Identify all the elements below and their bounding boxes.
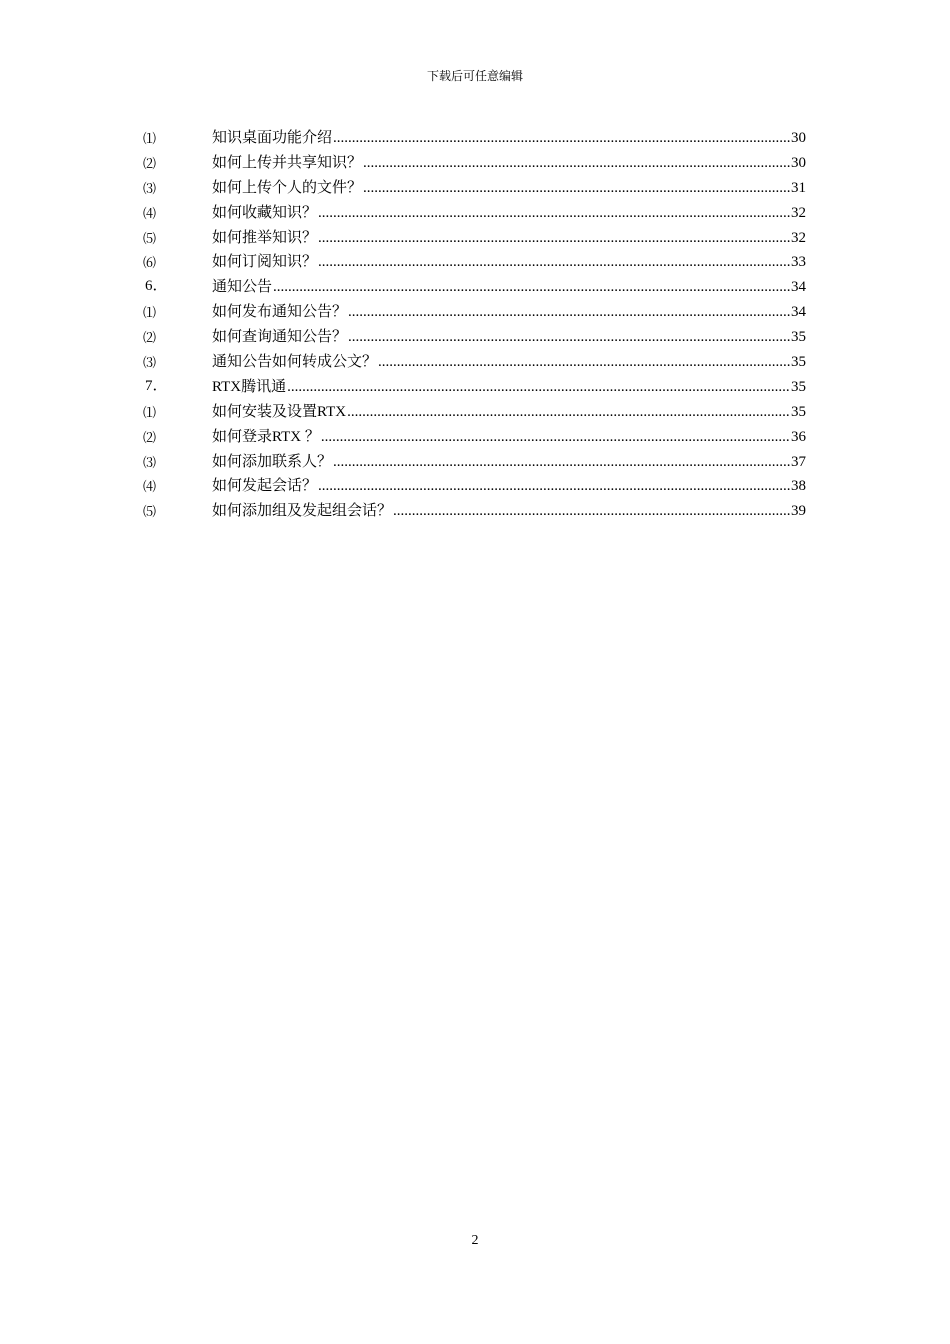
toc-entry-title: 如何上传并共享知识？: [212, 154, 363, 171]
toc-entry-title: 如何添加组及发起组会话？: [212, 503, 393, 520]
toc-entry-number: ⑷: [143, 205, 157, 221]
toc-entry-page: 34: [791, 304, 806, 321]
toc-entry-line: [212, 427, 806, 447]
toc-dot-leader: [348, 327, 790, 347]
toc-entry-line: [212, 377, 806, 397]
toc-entry-page: 30: [791, 154, 806, 171]
toc-entry-page: 35: [791, 378, 806, 395]
header-note: 下载后可任意编辑: [426, 69, 523, 83]
toc-entry-line: [212, 128, 806, 148]
toc-dot-leader: [318, 228, 790, 248]
toc-entry-page: 38: [791, 478, 806, 495]
toc-entry-number: ⑵: [143, 429, 157, 445]
toc-entry-line: [212, 327, 806, 347]
toc-entry[interactable]: [0, 475, 950, 500]
toc-entry-page: 37: [791, 453, 806, 470]
toc-entry-number: ⑶: [143, 180, 157, 196]
toc-dot-leader: [333, 128, 790, 148]
toc-entry-number: ⑵: [143, 155, 157, 171]
toc-entry-line: [212, 277, 806, 297]
toc-entry-line: [212, 252, 806, 272]
toc-section-number: 6．: [145, 278, 168, 295]
toc-entry[interactable]: [0, 152, 950, 177]
toc-section-number: 7．: [145, 377, 168, 394]
toc-section-entry[interactable]: [0, 276, 950, 301]
toc-entry-line: [212, 402, 806, 422]
toc-dot-leader: [321, 427, 790, 447]
toc-entry-page: 31: [791, 179, 806, 196]
toc-entry-number: ⑷: [143, 479, 157, 495]
toc-entry-number: ⑸: [143, 230, 157, 246]
toc-entry[interactable]: [0, 227, 950, 252]
toc-entry-title: 通知公告如何转成公文？: [212, 354, 378, 371]
toc-entry-line: [212, 203, 806, 223]
toc-entry-number: ⑹: [143, 255, 157, 271]
toc-entry-number: ⑶: [143, 355, 157, 371]
toc-dot-leader: [348, 302, 790, 322]
toc-entry[interactable]: [0, 401, 950, 426]
toc-entry-line: [212, 302, 806, 322]
toc-entry-title: 如何发布通知公告？: [212, 304, 348, 321]
toc-entry-title: 如何查询通知公告？: [212, 329, 348, 346]
table-of-contents: [0, 127, 950, 525]
toc-entry[interactable]: [0, 426, 950, 451]
toc-entry[interactable]: [0, 301, 950, 326]
toc-entry[interactable]: [0, 127, 950, 152]
toc-entry-page: 35: [791, 403, 806, 420]
toc-entry[interactable]: [0, 202, 950, 227]
toc-section-title: RTX腾讯通: [212, 378, 287, 395]
toc-entry-number: ⑸: [143, 504, 157, 520]
toc-entry-title: 如何推举知识？: [212, 229, 318, 246]
toc-entry-number: ⑴: [143, 404, 157, 420]
toc-entry-page: 39: [791, 503, 806, 520]
toc-entry-page: 30: [791, 130, 806, 146]
toc-entry[interactable]: [0, 177, 950, 202]
toc-entry-title: 如何订阅知识？: [212, 254, 318, 271]
toc-dot-leader: [393, 501, 790, 521]
toc-entry[interactable]: [0, 451, 950, 476]
toc-entry-line: [212, 153, 806, 173]
toc-entry-page: 33: [791, 254, 806, 271]
toc-dot-leader: [363, 153, 790, 173]
toc-entry-number: ⑴: [143, 305, 157, 321]
toc-entry-page: 36: [791, 428, 806, 445]
toc-entry-line: [212, 228, 806, 248]
toc-entry-title: 如何收藏知识？: [212, 204, 318, 221]
toc-entry-number: ⑴: [143, 131, 157, 146]
toc-entry-page: 35: [791, 329, 806, 346]
toc-entry[interactable]: [0, 351, 950, 376]
toc-dot-leader: [287, 377, 790, 397]
toc-dot-leader: [363, 178, 790, 198]
toc-entry-line: [212, 452, 806, 472]
toc-section-title: 通知公告: [212, 279, 273, 296]
toc-entry[interactable]: [0, 500, 950, 525]
toc-entry-title: 如何登录RTX ？: [212, 428, 320, 445]
toc-entry-title: 如何安装及设置RTX: [212, 403, 347, 420]
toc-entry-number: ⑶: [143, 454, 157, 470]
toc-dot-leader: [378, 352, 790, 372]
toc-entry-page: 34: [791, 279, 806, 296]
toc-entry-title: 如何上传个人的文件？: [212, 179, 363, 196]
toc-dot-leader: [318, 476, 790, 496]
toc-entry-title: 如何发起会话？: [212, 478, 318, 495]
toc-dot-leader: [318, 252, 790, 272]
toc-entry-number: ⑵: [143, 330, 157, 346]
toc-entry-line: [212, 476, 806, 496]
toc-dot-leader: [273, 277, 790, 297]
toc-entry-page: 32: [791, 229, 806, 246]
toc-entry[interactable]: [0, 251, 950, 276]
toc-dot-leader: [347, 402, 790, 422]
toc-entry-page: 35: [791, 354, 806, 371]
toc-section-entry[interactable]: [0, 376, 950, 401]
toc-entry-line: [212, 178, 806, 198]
toc-dot-leader: [318, 203, 790, 223]
toc-entry-title: 如何添加联系人？: [212, 453, 333, 470]
toc-entry-title: 知识桌面功能介绍: [212, 130, 333, 146]
page-number: 2: [471, 1233, 479, 1248]
toc-dot-leader: [333, 452, 790, 472]
toc-entry-line: [212, 501, 806, 521]
toc-entry[interactable]: [0, 326, 950, 351]
toc-entry-line: [212, 352, 806, 372]
toc-entry-page: 32: [791, 204, 806, 221]
